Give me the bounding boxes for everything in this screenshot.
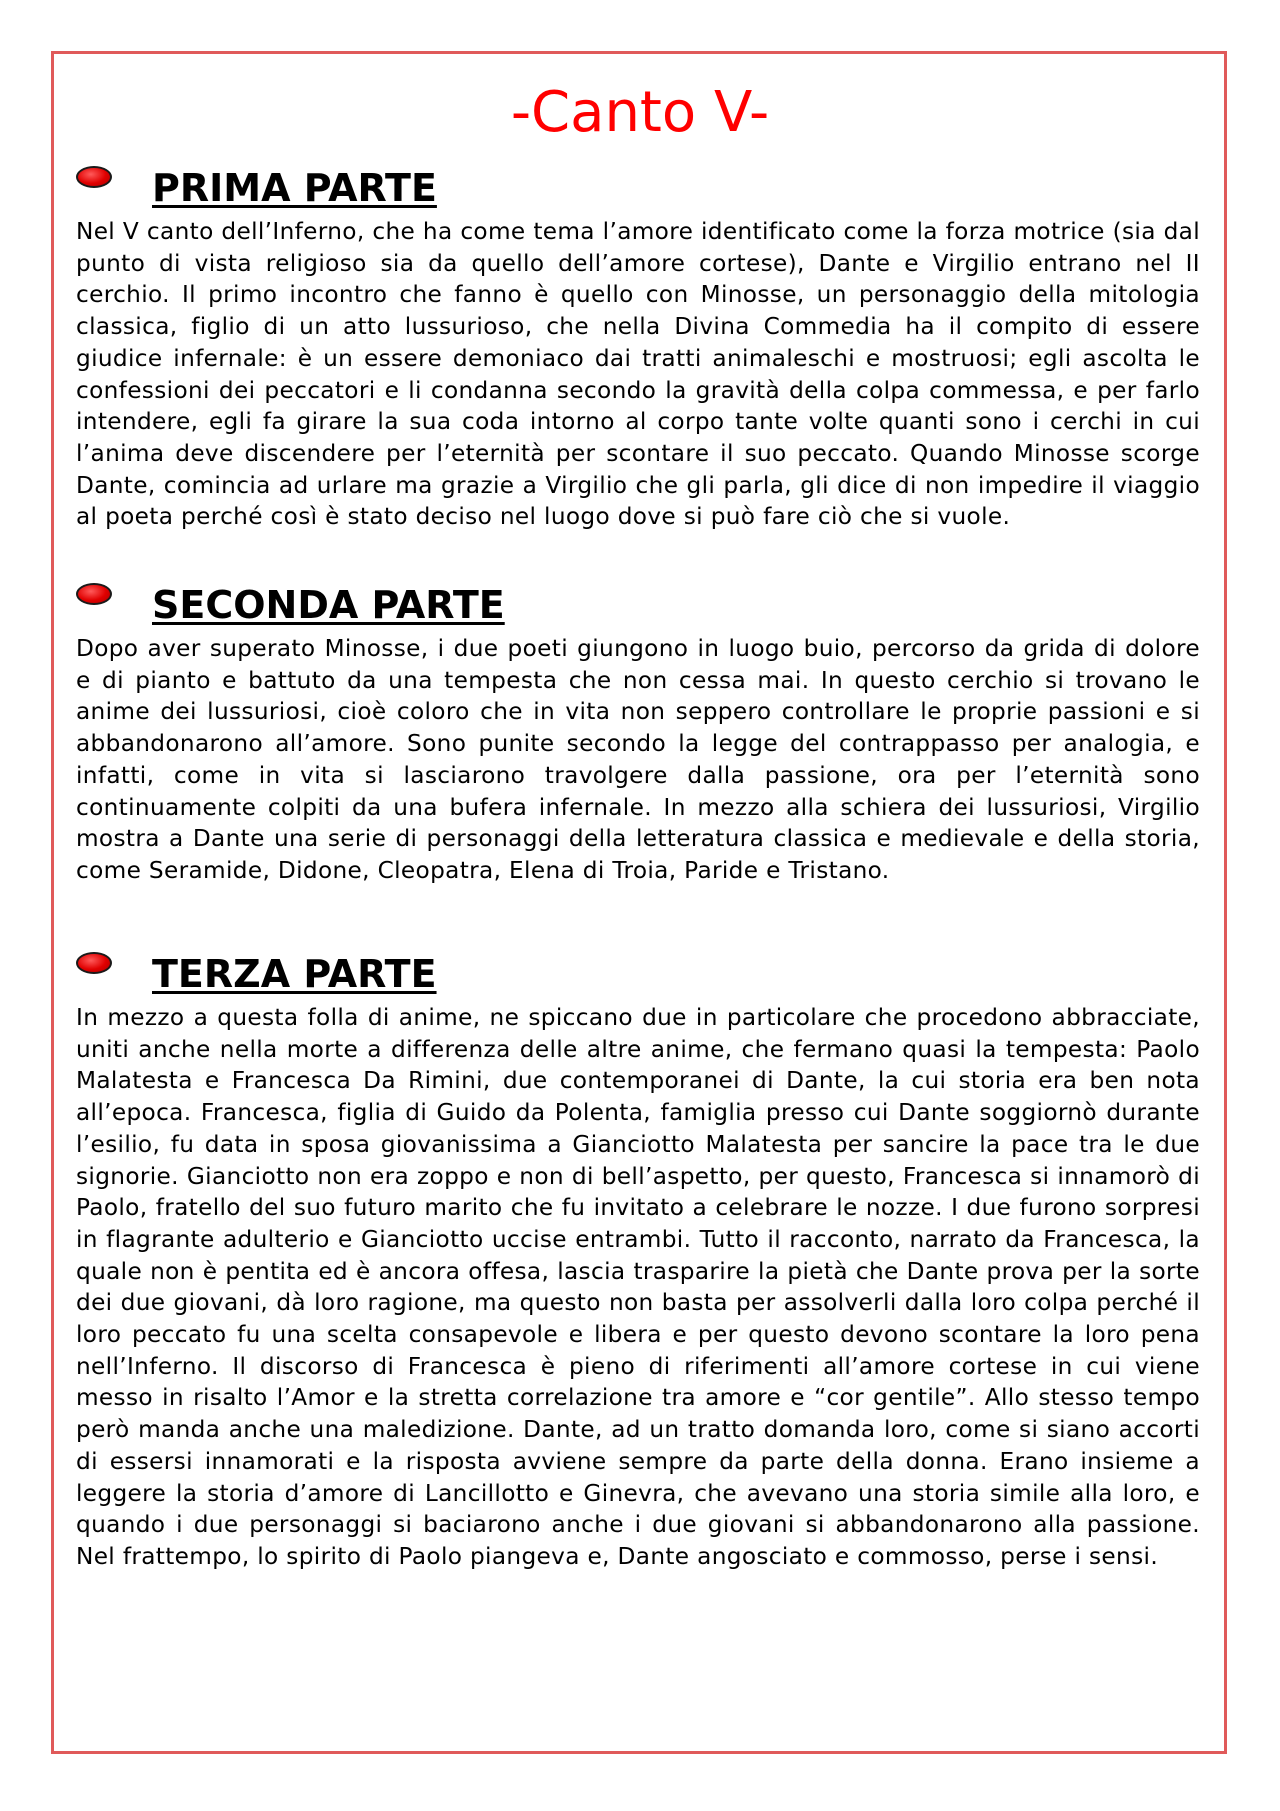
section-paragraph: Dopo aver superato Minosse, i due poeti giungono in luogo buio, percorso da grida di dolore e di pianto e battuto da una tempesta che non cessa mai. In questo cerchio si trovano le anime dei lussuriosi, cioè coloro che in vita non seppero controllare le proprie passioni e si abbandonarono all’amore. Sono punite secondo la legge del contrappasso per analogia, e infatti, come in vita si lasciarono travolgere dalla passione, ora per l’eternità sono continuamente colpiti da una bufera infernale. In mezzo alla schiera dei lussuriosi, Virgilio mostra a Dante una serie di personaggi della letteratura classica e medievale e della storia, come Seramide, Didone, Cleopatra, Elena di Troia, Paride e Tristano. [76,635,1200,884]
section-heading: PRIMA PARTE [152,166,437,210]
red-oval-bullet-icon [76,166,112,188]
section-terza-parte [76,950,1200,1573]
section-heading-row [76,164,1200,216]
section-heading: TERZA PARTE [152,952,437,996]
section-paragraph: Nel V canto dell’Inferno, che ha come tema l’amore identificato come la forza motrice (sia dal punto di vista religioso sia da quello dell’amore cortese), Dante e Virgilio entrano nel II cerchio. Il primo incontro che fanno è quello con Minosse, un personaggio della mitologia classica, figlio di un atto lussurioso, che nella Divina Commedia ha il compito di essere giudice infernale: è un essere demoniaco dai tratti animaleschi e mostruosi; egli ascolta le confessioni dei peccatori e li condanna secondo la gravità della colpa commessa, e per farlo intendere, egli fa girare la sua coda intorno al corpo tante volte quanti sono i cerchi in cui l’anima deve discendere per l’eternità per scontare il suo peccato. Quando Minosse scorge Dante, comincia ad urlare ma grazie a Virgilio che gli parla, gli dice di non impedire il viaggio al poeta perché così è stato deciso nel luogo dove si può fare ciò che si vuole. [76,218,1200,531]
red-oval-bullet-icon [76,952,112,974]
section-prima-parte [76,164,1200,533]
section-paragraph: In mezzo a questa folla di anime, ne spiccano due in particolare che procedono abbracciate, uniti anche nella morte a differenza delle altre anime, che fermano quasi la tempesta: Paolo Malatesta e Francesca Da Rimini, due contemporanei di Dante, la cui storia era ben nota all’epoca. Francesca, figlia di Guido da Polenta, famiglia presso cui Dante soggiornò durante l’esilio, fu data in sposa giovanissima a Gianciotto Malatesta per sancire la pace tra le due signorie. Gianciotto non era zoppo e non di bell’aspetto, per questo, Francesca si innamorò di Paolo, fratello del suo futuro marito che fu invitato a celebrare le nozze. I due furono sorpresi in flagrante adulterio e Gianciotto uccise entrambi. Tutto il racconto, narrato da Francesca, la quale non è pentita ed è ancora offesa, lascia trasparire la pietà che Dante prova per la sorte dei due giovani, dà loro ragione, ma questo non basta per assolverli dalla loro colpa perché il loro peccato fu una scelta consapevole e libera e per questo devono scontare la loro pena nell’Inferno. Il discorso di Francesca è pieno di riferimenti all’amore cortese in cui viene messo in risalto l’Amor e la stretta correlazione tra amore e “cor gentile”. Allo stesso tempo però manda anche una maledizione. Dante, ad un tratto domanda loro, come si siano accorti di essersi innamorati e la risposta avviene sempre da parte della donna. Erano insieme a leggere la storia d’amore di Lancillotto e Ginevra, che avevano una storia simile alla loro, e quando i due personaggi si baciarono anche i due giovani si abbandonarono alla passione. Nel frattempo, lo spirito di Paolo piangeva e, Dante angosciato e commosso, perse i sensi. [76,1004,1200,1570]
section-heading-row [76,950,1200,1002]
section-seconda-parte [76,581,1200,887]
page-title: -Canto V- [510,80,770,145]
section-heading-row [76,581,1200,633]
red-oval-bullet-icon [76,583,112,605]
section-heading: SECONDA PARTE [152,583,505,627]
